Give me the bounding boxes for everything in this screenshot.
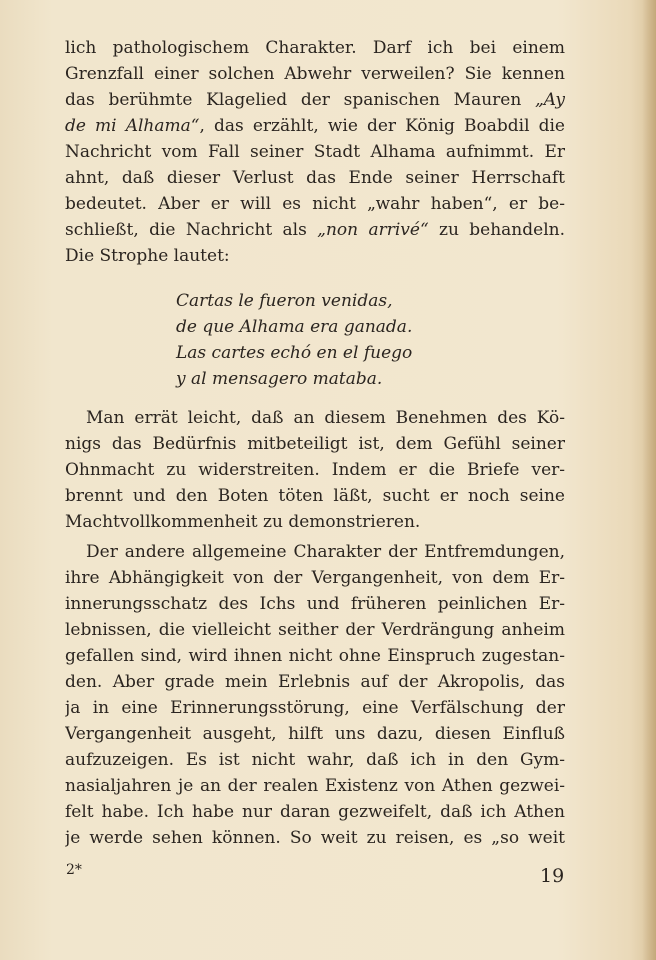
text-line: Der andere allgemeine Charakter der Entfremdungen,	[86, 542, 565, 562]
text-line: innerungsschatz des Ichs und früheren peinlichen Er-	[65, 594, 565, 614]
text-line: ahnt, daß dieser Verlust das Ende seiner Herrschaft	[65, 168, 565, 188]
text-line: Nachricht vom Fall seiner Stadt Alhama aufnimmt. Er	[65, 142, 565, 162]
italic-phrase: „non arrivé“	[317, 220, 429, 240]
text-line: ihre Abhängigkeit von der Vergangenheit, von dem Er-	[65, 568, 565, 588]
text-line	[65, 87, 565, 113]
text-segment: das berühmte Klagelied der spanischen Mauren	[65, 90, 522, 110]
page-number: 19	[540, 865, 565, 887]
text-line	[65, 113, 565, 139]
text-line: gefallen sind, wird ihnen nicht ohne Einspruch zugestan-	[65, 646, 565, 666]
text-segment: zu behandeln.	[439, 220, 565, 240]
text-line: felt habe. Ich habe nur daran gezweifelt, daß ich Athen	[65, 802, 565, 822]
text-line: bedeutet. Aber er will es nicht „wahr haben“, er be-	[65, 194, 565, 214]
text-line: ja in eine Erinnerungsstörung, eine Verfälschung der	[65, 698, 565, 718]
text-line: Machtvollkommenheit zu demonstrieren.	[65, 512, 421, 532]
text-line: nasialjahren je an der realen Existenz von Athen gezwei-	[65, 776, 565, 796]
text-line: Grenzfall einer solchen Abwehr verweilen? Sie kennen	[65, 64, 565, 84]
text-line: lebnissen, die vielleicht seither der Verdrängung anheim	[65, 620, 565, 640]
verse-line: de que Alhama era ganada.	[176, 317, 413, 337]
text-segment: , das erzählt, wie der König Boabdil die	[199, 116, 565, 136]
text-line: Man errät leicht, daß an diesem Benehmen des Kö-	[86, 408, 565, 428]
verse-line: y al mensagero mataba.	[176, 369, 383, 389]
text-line: den. Aber grade mein Erlebnis auf der Akropolis, das	[65, 672, 565, 692]
text-line: Die Strophe lautet:	[65, 246, 230, 266]
text-line: Vergangenheit ausgeht, hilft uns dazu, diesen Einfluß	[65, 724, 565, 744]
italic-title: de mi Alhama“	[65, 116, 200, 136]
text-line: je werde sehen können. So weit zu reisen, es „so weit	[65, 828, 565, 848]
text-line: lich pathologischem Charakter. Darf ich bei einem	[65, 38, 565, 58]
signature-mark: 2*	[66, 862, 82, 878]
italic-title: „Ay	[535, 90, 565, 110]
text-segment: schließt, die Nachricht als	[65, 220, 307, 240]
verse-line: Las cartes echó en el fuego	[176, 343, 413, 363]
text-line: aufzuzeigen. Es ist nicht wahr, daß ich in den Gym-	[65, 750, 565, 770]
text-line	[65, 217, 565, 243]
page-edge-shadow	[642, 0, 656, 960]
text-line: brennt und den Boten töten läßt, sucht er noch seine	[65, 486, 565, 506]
text-line: Ohnmacht zu widerstreiten. Indem er die Briefe ver-	[65, 460, 565, 480]
verse-line: Cartas le fueron venidas,	[176, 291, 393, 311]
text-line: nigs das Bedürfnis mitbeteiligt ist, dem Gefühl seiner	[65, 434, 565, 454]
